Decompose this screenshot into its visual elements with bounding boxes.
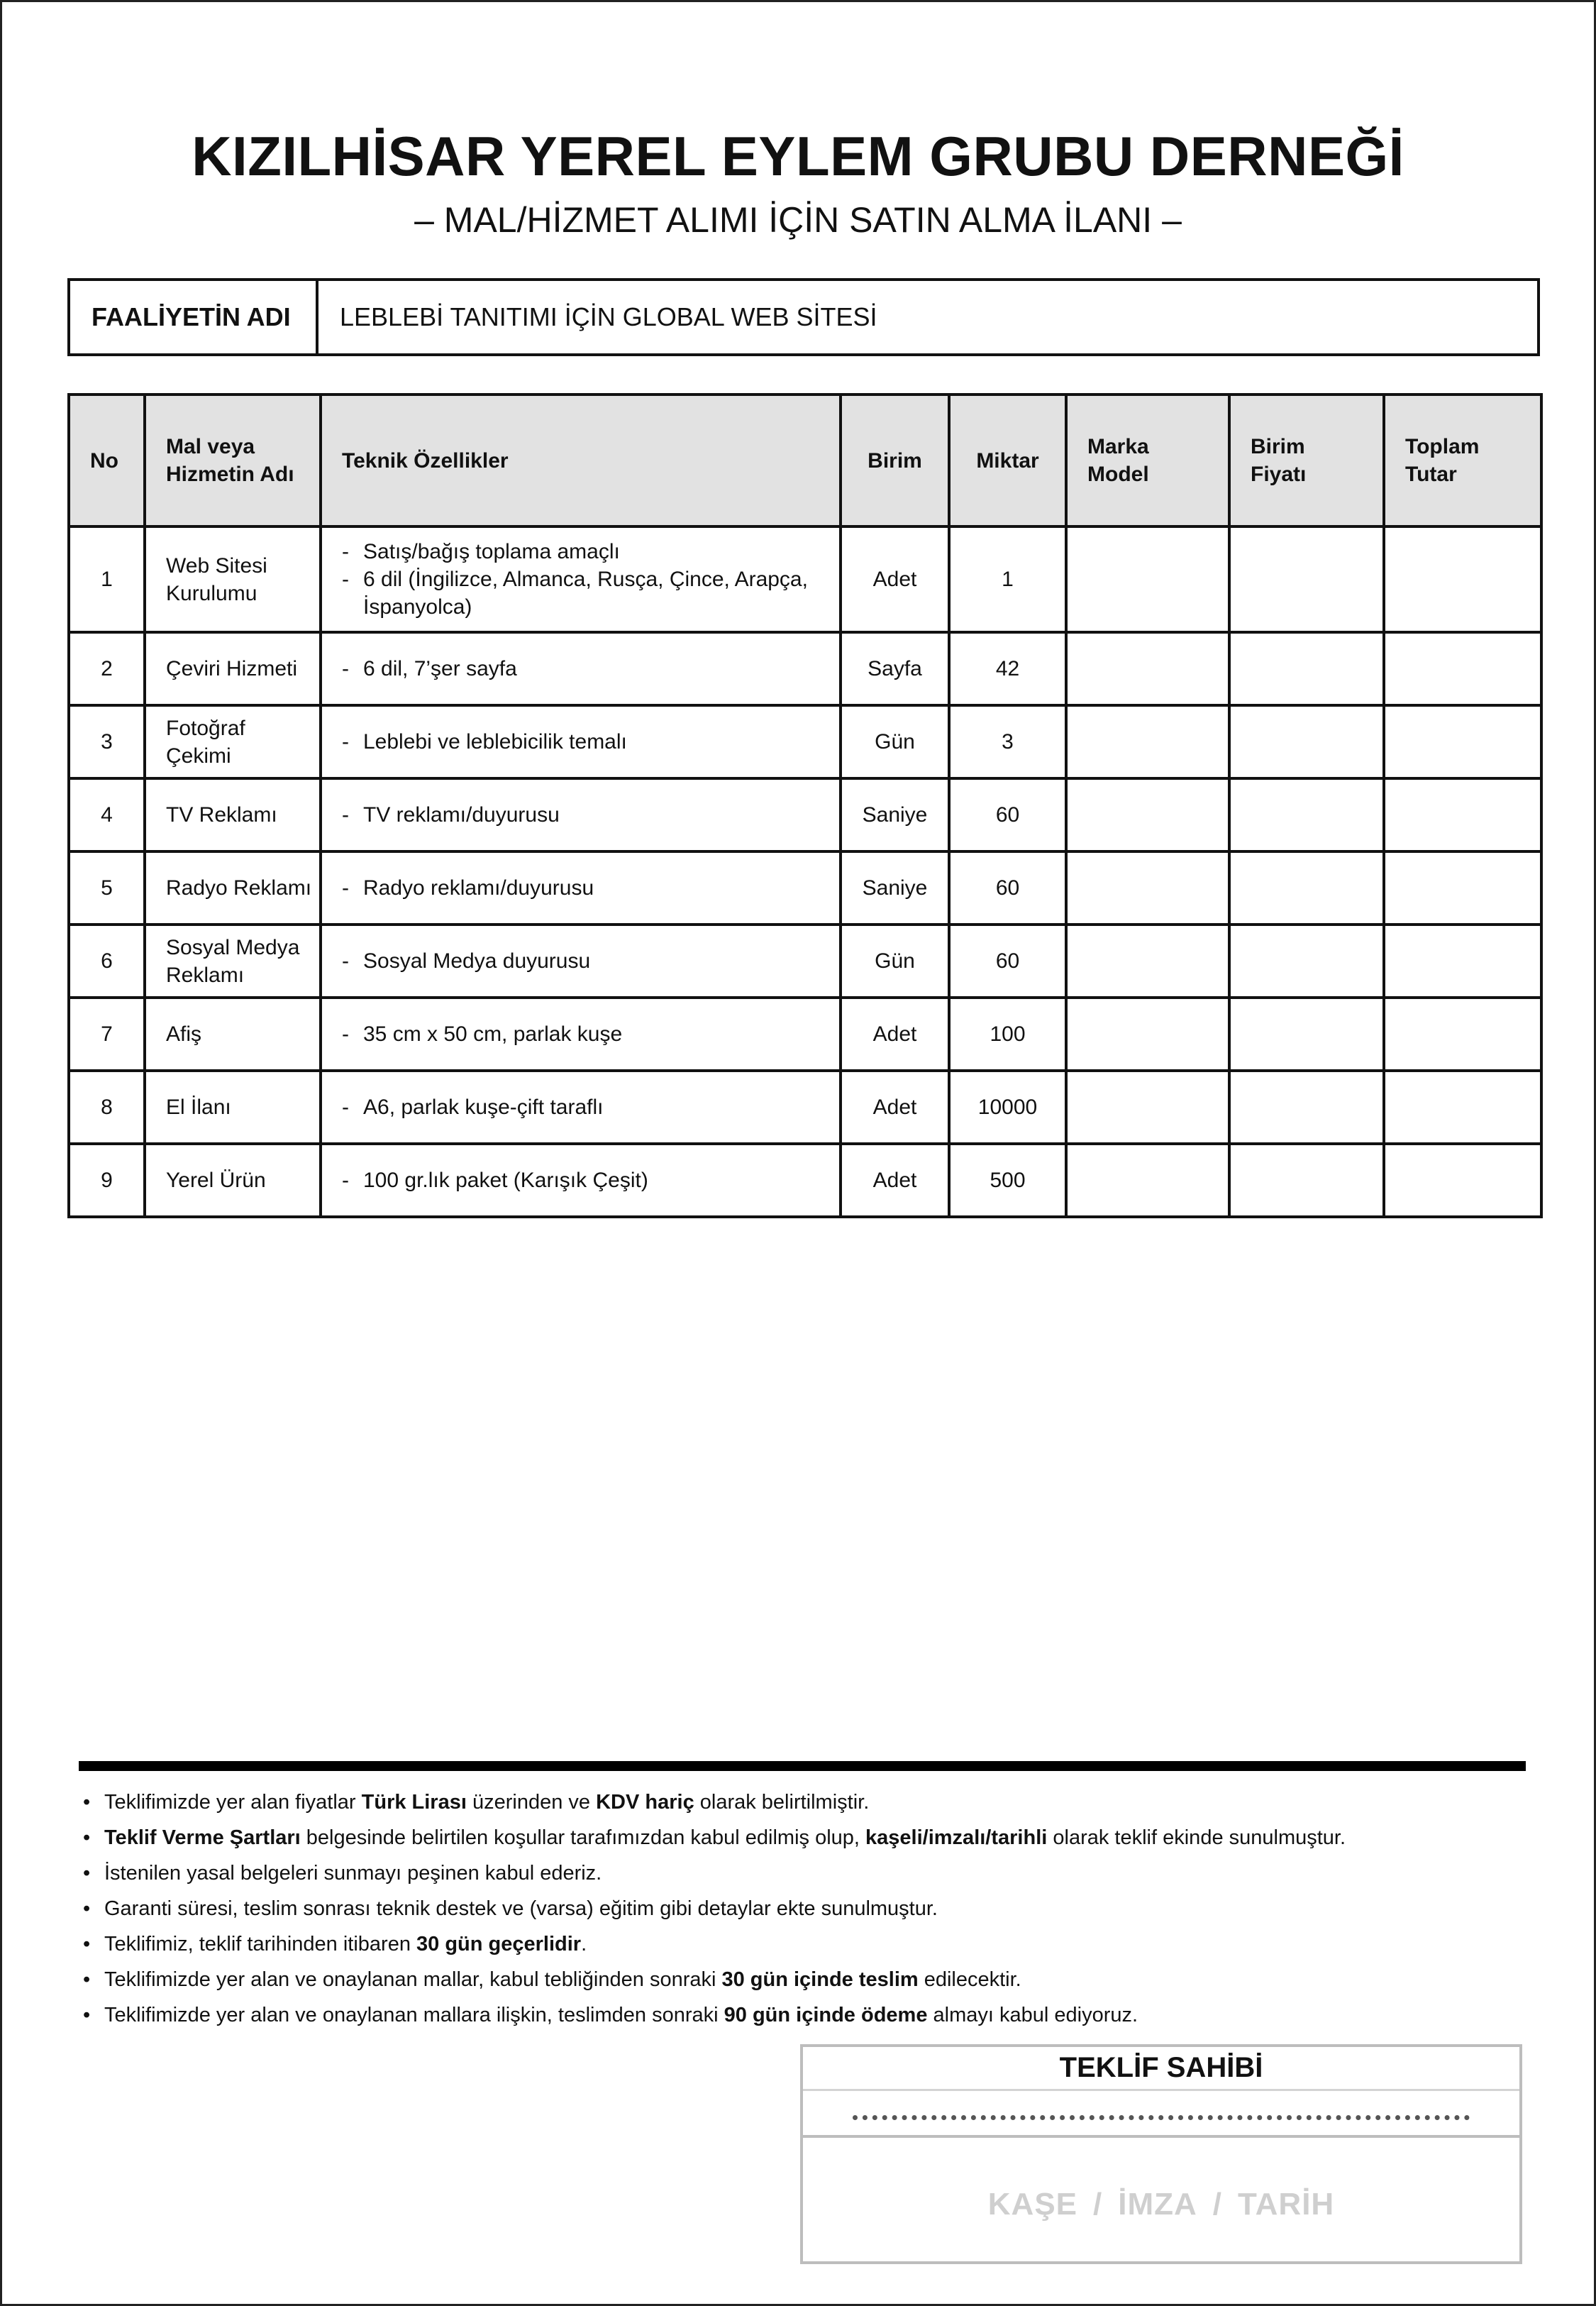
table-row — [69, 705, 1541, 778]
header-item-name: Mal veya Hizmetin Adı — [145, 395, 321, 526]
cell-item-name: El İlanı — [145, 1071, 321, 1144]
cell-quantity: 1 — [949, 526, 1066, 632]
cell-total-amount[interactable] — [1384, 1144, 1541, 1217]
cell-item-name: Sosyal Medya Reklamı — [145, 925, 321, 998]
cell-unit: Saniye — [841, 778, 949, 851]
cell-specs — [321, 632, 841, 705]
cell-no: 4 — [69, 778, 145, 851]
cell-unit-price[interactable] — [1229, 778, 1384, 851]
cell-no: 9 — [69, 1144, 145, 1217]
spec-line: - Radyo reklamı/duyurusu — [342, 874, 833, 902]
cell-total-amount[interactable] — [1384, 925, 1541, 998]
header-unit: Birim — [841, 395, 949, 526]
separator: / — [1093, 2187, 1103, 2222]
cell-item-name: Radyo Reklamı — [145, 851, 321, 925]
cell-brand-model[interactable] — [1066, 851, 1229, 925]
cell-item-name: TV Reklamı — [145, 778, 321, 851]
cell-specs — [321, 998, 841, 1071]
terms-item: • Teklifimiz, teklif tarihinden itibaren 30 gün geçerlidir. — [82, 1926, 1543, 1962]
cell-total-amount[interactable] — [1384, 705, 1541, 778]
table-row — [69, 778, 1541, 851]
spec-line: - 35 cm x 50 cm, parlak kuşe — [342, 1020, 833, 1048]
cell-unit-price[interactable] — [1229, 1144, 1384, 1217]
stamp-label: KAŞE — [987, 2187, 1078, 2222]
cell-brand-model[interactable] — [1066, 632, 1229, 705]
cell-brand-model[interactable] — [1066, 1144, 1229, 1217]
cell-brand-model[interactable] — [1066, 526, 1229, 632]
terms-item: • Teklifimizde yer alan ve onaylanan mallara ilişkin, teslimden sonraki 90 gün içinde ödeme almayı kabul ediyoruz. — [82, 1997, 1543, 2033]
cell-unit: Sayfa — [841, 632, 949, 705]
cell-unit-price[interactable] — [1229, 925, 1384, 998]
cell-no: 7 — [69, 998, 145, 1071]
spec-line: - 6 dil (İngilizce, Almanca, Rusça, Çince, Arapça, İspanyolca) — [342, 566, 833, 621]
terms-item: • Teklif Verme Şartları belgesinde belirtilen koşullar tarafımızdan kabul edilmiş olup, kaşeli/imzalı/tarihli olarak teklif ekinde sunulmuştur. — [82, 1820, 1543, 1855]
cell-brand-model[interactable] — [1066, 998, 1229, 1071]
spec-line: - Satış/bağış toplama amaçlı — [342, 538, 833, 566]
cell-unit: Adet — [841, 998, 949, 1071]
cell-unit: Adet — [841, 1144, 949, 1217]
items-table — [67, 393, 1543, 1218]
terms-item: • Teklifimizde yer alan ve onaylanan mallar, kabul tebliğinden sonraki 30 gün içinde teslim edilecektir. — [82, 1962, 1543, 1997]
cell-unit-price[interactable] — [1229, 705, 1384, 778]
table-row — [69, 1071, 1541, 1144]
cell-item-name: Web Sitesi Kurulumu — [145, 526, 321, 632]
terms-list — [82, 1784, 1543, 2033]
cell-no: 6 — [69, 925, 145, 998]
cell-specs — [321, 851, 841, 925]
cell-unit: Gün — [841, 705, 949, 778]
bidder-title: TEKLİF SAHİBİ — [803, 2047, 1519, 2091]
activity-value: LEBLEBİ TANITIMI İÇİN GLOBAL WEB SİTESİ — [340, 302, 877, 331]
dotted-line — [853, 2115, 1470, 2120]
cell-specs — [321, 778, 841, 851]
activity-box — [67, 278, 1540, 356]
cell-unit: Gün — [841, 925, 949, 998]
cell-total-amount[interactable] — [1384, 778, 1541, 851]
cell-unit: Adet — [841, 526, 949, 632]
separator: / — [1212, 2187, 1223, 2222]
spec-line: - 100 gr.lık paket (Karışık Çeşit) — [342, 1166, 833, 1194]
spec-line: - Leblebi ve leblebicilik temalı — [342, 728, 833, 756]
table-header-row — [69, 395, 1541, 526]
cell-brand-model[interactable] — [1066, 925, 1229, 998]
cell-no: 3 — [69, 705, 145, 778]
cell-specs — [321, 526, 841, 632]
cell-unit-price[interactable] — [1229, 632, 1384, 705]
cell-unit: Saniye — [841, 851, 949, 925]
cell-brand-model[interactable] — [1066, 778, 1229, 851]
table-row — [69, 526, 1541, 632]
bidder-signature-box — [800, 2044, 1522, 2264]
cell-unit-price[interactable] — [1229, 851, 1384, 925]
header-quantity: Miktar — [949, 395, 1066, 526]
header-unit-price: Birim Fiyatı — [1229, 395, 1384, 526]
cell-quantity: 500 — [949, 1144, 1066, 1217]
cell-unit-price[interactable] — [1229, 998, 1384, 1071]
cell-item-name: Afiş — [145, 998, 321, 1071]
terms-item: • Teklifimizde yer alan fiyatlar Türk Lirası üzerinden ve KDV hariç olarak belirtilmiştir. — [82, 1784, 1543, 1820]
cell-total-amount[interactable] — [1384, 526, 1541, 632]
cell-quantity: 60 — [949, 925, 1066, 998]
table-row — [69, 998, 1541, 1071]
cell-specs — [321, 925, 841, 998]
cell-quantity: 10000 — [949, 1071, 1066, 1144]
table-row — [69, 1144, 1541, 1217]
cell-quantity: 60 — [949, 778, 1066, 851]
cell-specs — [321, 705, 841, 778]
table-row — [69, 632, 1541, 705]
spec-line: - 6 dil, 7’şer sayfa — [342, 655, 833, 683]
activity-label: FAALİYETİN ADI — [70, 281, 318, 353]
cell-no: 2 — [69, 632, 145, 705]
cell-brand-model[interactable] — [1066, 705, 1229, 778]
cell-total-amount[interactable] — [1384, 632, 1541, 705]
terms-item: • Garanti süresi, teslim sonrası teknik destek ve (varsa) eğitim gibi detaylar ekte sunulmuştur. — [82, 1891, 1543, 1926]
cell-total-amount[interactable] — [1384, 851, 1541, 925]
cell-quantity: 100 — [949, 998, 1066, 1071]
cell-total-amount[interactable] — [1384, 1071, 1541, 1144]
terms-item: • İstenilen yasal belgeleri sunmayı peşinen kabul ederiz. — [82, 1855, 1543, 1891]
table-row — [69, 851, 1541, 925]
cell-total-amount[interactable] — [1384, 998, 1541, 1071]
cell-item-name: Çeviri Hizmeti — [145, 632, 321, 705]
cell-unit-price[interactable] — [1229, 526, 1384, 632]
date-label: TARİH — [1238, 2187, 1335, 2222]
cell-item-name: Fotoğraf Çekimi — [145, 705, 321, 778]
header-technical-specs: Teknik Özellikler — [321, 395, 841, 526]
cell-unit-price[interactable] — [1229, 1071, 1384, 1144]
cell-item-name: Yerel Ürün — [145, 1144, 321, 1217]
cell-no: 1 — [69, 526, 145, 632]
header-total-amount: Toplam Tutar — [1384, 395, 1541, 526]
document-title: KIZILHİSAR YEREL EYLEM GRUBU DERNEĞİ — [192, 125, 1404, 187]
cell-specs — [321, 1071, 841, 1144]
section-divider — [79, 1761, 1526, 1771]
cell-quantity: 3 — [949, 705, 1066, 778]
table-row — [69, 925, 1541, 998]
cell-no: 5 — [69, 851, 145, 925]
signature-label: İMZA — [1118, 2187, 1197, 2222]
spec-line: - Sosyal Medya duyurusu — [342, 947, 833, 975]
spec-line: - A6, parlak kuşe-çift taraflı — [342, 1093, 833, 1121]
document-subtitle: – MAL/HİZMET ALIMI İÇİN SATIN ALMA İLANI – — [414, 200, 1182, 240]
cell-brand-model[interactable] — [1066, 1071, 1229, 1144]
cell-no: 8 — [69, 1071, 145, 1144]
stamp-signature-date-area[interactable] — [803, 2138, 1519, 2261]
cell-quantity: 60 — [949, 851, 1066, 925]
header-no: No — [69, 395, 145, 526]
cell-quantity: 42 — [949, 632, 1066, 705]
spec-line: - TV reklamı/duyurusu — [342, 801, 833, 829]
cell-unit: Adet — [841, 1071, 949, 1144]
bidder-name-field[interactable] — [803, 2091, 1519, 2138]
header-brand-model: Marka Model — [1066, 395, 1229, 526]
cell-specs — [321, 1144, 841, 1217]
